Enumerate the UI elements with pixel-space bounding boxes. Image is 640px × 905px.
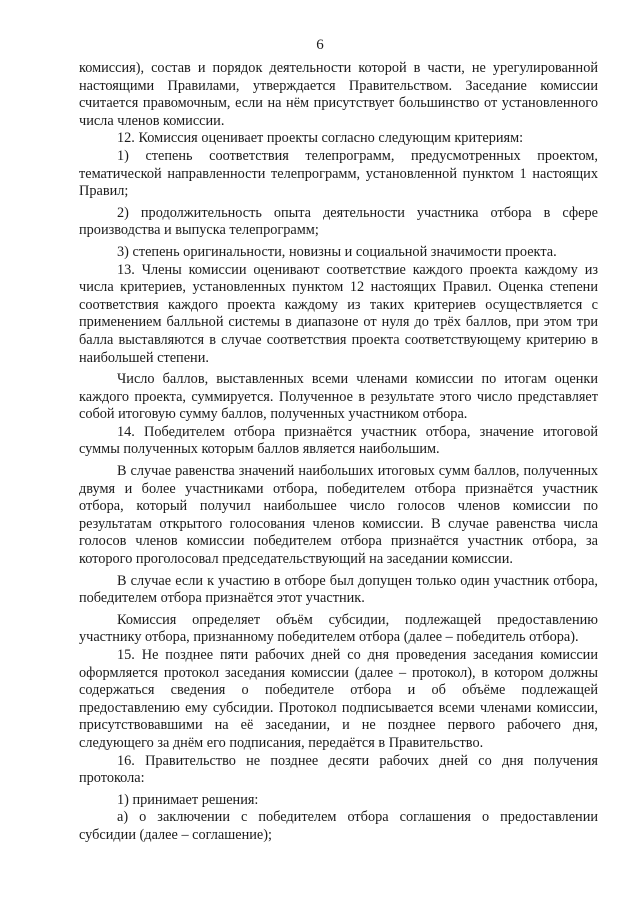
criterion-2: 2) продолжительность опыта деятельности участника отбора в сфере производства и выпуска телепрограмм; (79, 204, 598, 239)
paragraph-14-winner: 14. Победителем отбора признаётся участник отбора, значение итоговой суммы полученных которым баллов является наибольшим. (79, 423, 598, 458)
document-body (79, 60, 598, 845)
item-1-decisions: 1) принимает решения: (117, 791, 259, 808)
paragraph-12-criteria-intro: 12. Комиссия оценивает проекты согласно следующим критериям: (117, 130, 524, 147)
criterion-3: 3) степень оригинальности, новизны и социальной значимости проекта. (117, 243, 557, 260)
item-a-agreement: а) о заключении с победителем отбора соглашения о предоставлении субсидии (далее – соглашение); (79, 809, 598, 843)
paragraph-15-protocol: 15. Не позднее пяти рабочих дней со дня проведения заседания комиссии оформляется протокол заседания комиссии (далее – протокол), в котором должны содержаться сведения о победителе отбора и об объёме подлежащей предоставлению ему субсидии. Протокол подписывается всеми членами комиссии, присутствовавшими на её заседании, и не позднее первого рабочего дня, следующего за днём его подписания, передаётся в Правительство. (79, 647, 598, 751)
paragraph-13-evaluation: 13. Члены комиссии оценивают соответствие каждого проекта каждому из числа критериев, установленных пунктом 12 настоящих Правил. Оценка степени соответствия каждого проекта каждому из таких критериев осуществляется с применением балльной системы в диапазоне от нуля до трёх баллов, при этом три балла выставляются в случае соответствия проекта соответствующему критерию в наибольшей степени. (79, 261, 598, 366)
paragraph-single-participant: В случае если к участию в отборе был допущен только один участник отбора, победителем отбора признаётся этот участник. (79, 572, 598, 607)
paragraph-score-sum: Число баллов, выставленных всеми членами комиссии по итогам оценки каждого проекта, суммируется. Полученное в результате этого число представляет собой итоговую сумму баллов, полученных участником отбора. (79, 371, 598, 423)
criterion-1: 1) степень соответствия телепрограмм, предусмотренных проектом, тематической направленности телепрограмм, установленной пунктом 1 настоящих Правил; (79, 147, 598, 200)
paragraph-subsidy-amount: Комиссия определяет объём субсидии, подлежащей предоставлению участнику отбора, признанному победителем отбора (далее – победитель отбора). (79, 611, 598, 646)
paragraph-16-government: 16. Правительство не позднее десяти рабочих дней со дня получения протокола: (79, 752, 598, 787)
page-number: 6 (316, 37, 324, 53)
paragraph-tie-rule: В случае равенства значений наибольших итоговых сумм баллов, полученных двумя и более участниками отбора, победителем отбора признаётся участник отбора, который получил наибольшее число голосов членов комиссии по результатам открытого голосования членов комиссии. В случае равенства числа голосов членов комиссии победителем отбора признаётся участник отбора, за которого проголосовал председательствующий на заседании комиссии. (79, 463, 598, 568)
paragraph-commission-composition: комиссия), состав и порядок деятельности которой в части, не урегулированной настоящими Правилами, утверждается Правительством. Заседание комиссии считается правомочным, если на нём присутствует большинство от установленного числа членов комиссии. (79, 60, 598, 129)
